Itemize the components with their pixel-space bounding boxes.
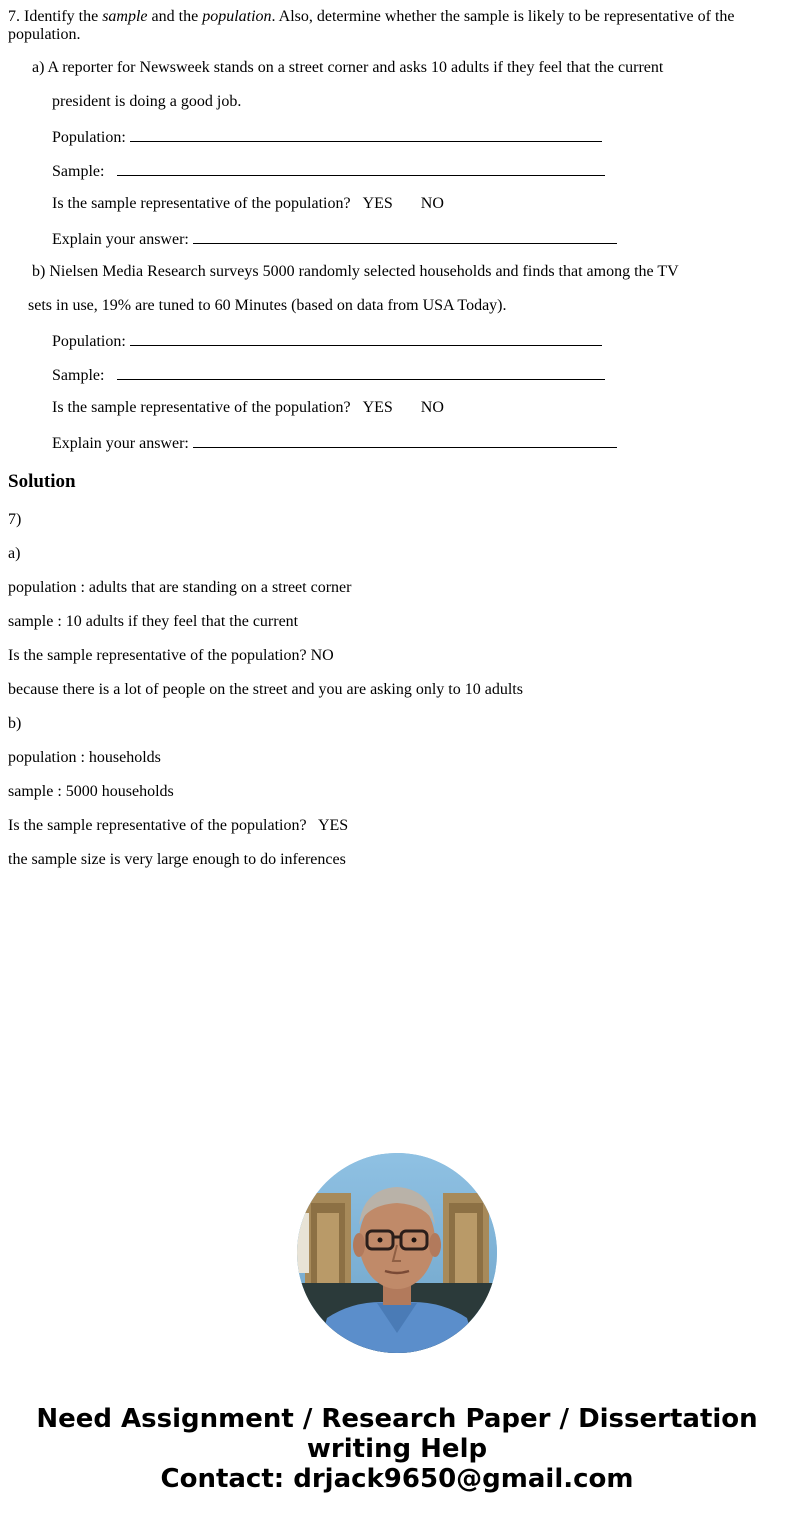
part-b-no-option[interactable]: NO	[420, 399, 444, 416]
part-b-yes-option[interactable]: YES	[362, 399, 393, 416]
part-b-sample-blank[interactable]	[117, 365, 605, 380]
part-a-population-row	[52, 127, 602, 147]
banner-contact-line[interactable]: Contact: drjack9650@gmail.com	[160, 1464, 634, 1494]
part-a-representative-row	[52, 195, 444, 213]
part-a-line-2: president is doing a good job.	[52, 93, 242, 110]
part-a-yes-option[interactable]: YES	[362, 195, 393, 212]
part-b-population-label: Population:	[52, 333, 126, 350]
solution-line: a)	[8, 545, 21, 562]
part-b-explain-blank[interactable]	[193, 433, 617, 448]
intro-population-word: population	[202, 8, 272, 25]
part-a-representative-question: Is the sample representative of the population?	[52, 195, 351, 212]
part-a-sample-label: Sample:	[52, 163, 105, 180]
solution-line: the sample size is very large enough to do inferences	[8, 851, 346, 868]
part-a-explain-row	[52, 229, 617, 249]
intro-number: 7. Identify the	[8, 8, 103, 25]
intro-sample-word: sample	[102, 8, 148, 25]
part-b-population-row	[52, 331, 602, 351]
part-b-sample-row	[52, 365, 605, 385]
part-b-explain-row	[52, 433, 617, 453]
part-b-line-2: sets in use, 19% are tuned to 60 Minutes (based on data from USA Today).	[28, 297, 507, 314]
banner-line-1: Need Assignment / Research Paper / Dissertation	[36, 1404, 758, 1434]
part-b-line-1: b) Nielsen Media Research surveys 5000 randomly selected households and finds that among the TV	[32, 263, 679, 280]
part-a-population-blank[interactable]	[130, 127, 602, 142]
part-b-representative-row	[52, 399, 444, 417]
solution-line: because there is a lot of people on the street and you are asking only to 10 adults	[8, 681, 523, 698]
part-b-representative-question: Is the sample representative of the population?	[52, 399, 351, 416]
part-a-sample-blank[interactable]	[117, 161, 605, 176]
solution-line: Is the sample representative of the population? YES	[8, 817, 349, 834]
intro-and-the: and the	[147, 8, 203, 25]
avatar-portrait-image	[297, 1153, 497, 1353]
solution-line: population : households	[8, 749, 161, 766]
solution-line: 7)	[8, 511, 22, 528]
part-b-population-blank[interactable]	[130, 331, 602, 346]
part-b-explain-label: Explain your answer:	[52, 435, 189, 452]
question-intro	[8, 8, 778, 44]
part-a-explain-blank[interactable]	[193, 229, 617, 244]
part-a-line-1: a) A reporter for Newsweek stands on a street corner and asks 10 adults if they feel that the current	[32, 59, 664, 76]
solution-line: sample : 5000 households	[8, 783, 174, 800]
solution-heading: Solution	[8, 471, 76, 492]
solution-line: sample : 10 adults if they feel that the current	[8, 613, 299, 630]
intro-rest: . Also, determine whether the sample is likely to be representative of the population.	[8, 8, 735, 43]
solution-line: b)	[8, 715, 22, 732]
avatar	[297, 1153, 497, 1353]
part-a-sample-row	[52, 161, 605, 181]
part-a-no-option[interactable]: NO	[420, 195, 444, 212]
part-a-explain-label: Explain your answer:	[52, 231, 189, 248]
banner-line-2: writing Help	[306, 1434, 488, 1464]
part-b-sample-label: Sample:	[52, 367, 105, 384]
contact-banner	[0, 1404, 794, 1494]
part-a-population-label: Population:	[52, 129, 126, 146]
solution-line: population : adults that are standing on a street corner	[8, 579, 352, 596]
solution-line: Is the sample representative of the population? NO	[8, 647, 334, 664]
